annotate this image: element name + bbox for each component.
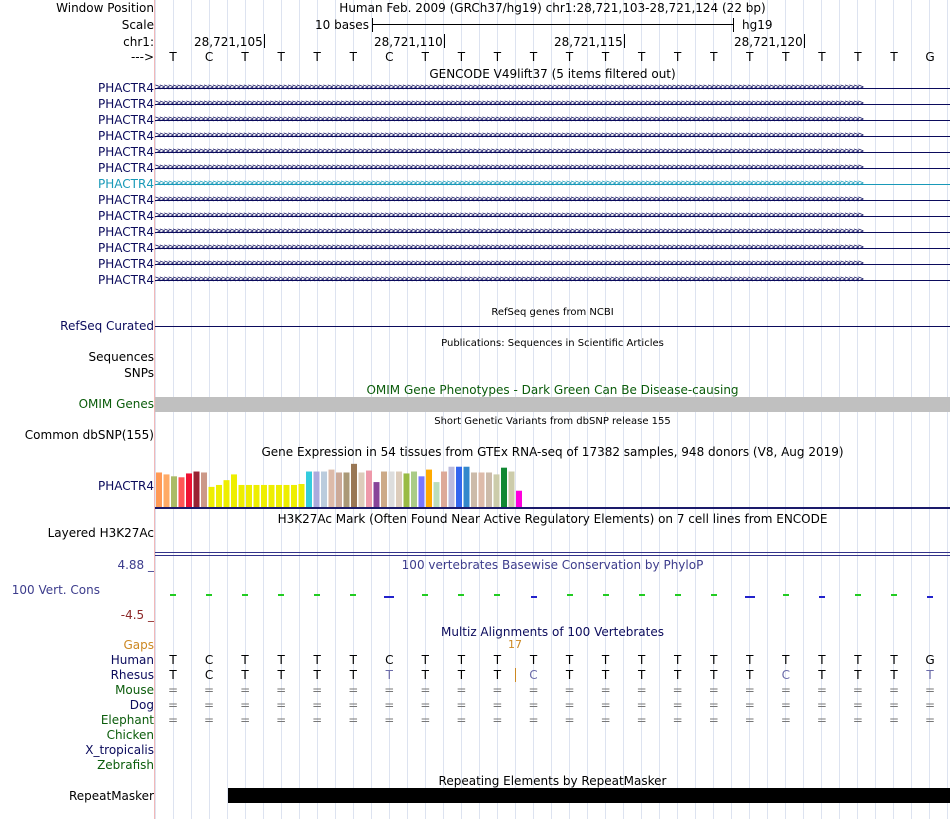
mouse-match: =: [384, 683, 395, 697]
human-base: G: [925, 653, 935, 667]
elephant-match: =: [240, 713, 251, 727]
gencode-transcript[interactable]: [155, 273, 950, 287]
elephant-match: =: [852, 713, 863, 727]
rhesus-base: T: [601, 668, 610, 682]
gtex-tissue-bar[interactable]: [359, 472, 365, 508]
dog-match: =: [492, 698, 503, 712]
h3k27ac-track-title: H3K27Ac Mark (Often Found Near Active Regulatory Elements) on 7 cell lines from ENCODE: [277, 512, 828, 526]
mouse-match: =: [816, 683, 827, 697]
strand-label: --->: [130, 50, 154, 64]
gtex-tissue-bar[interactable]: [381, 472, 387, 508]
phylop-bar[interactable]: [783, 594, 789, 596]
omim-track-label[interactable]: OMIM Genes: [78, 397, 154, 411]
mouse-match: =: [204, 683, 215, 697]
human-base: T: [457, 653, 466, 667]
elephant-match: =: [816, 713, 827, 727]
gencode-transcript[interactable]: [155, 129, 950, 143]
rhesus-base: T: [710, 668, 718, 682]
mouse-match: =: [348, 683, 359, 697]
rhesus-base: T: [674, 668, 682, 682]
rhesus-base: T: [493, 668, 502, 682]
human-base: T: [277, 653, 285, 667]
gencode-transcript[interactable]: [155, 113, 950, 127]
phylop-min-label: -4.5 _: [120, 608, 154, 622]
gencode-transcript[interactable]: [155, 193, 950, 207]
ruler-base: T: [710, 50, 718, 64]
elephant-match: =: [167, 713, 179, 727]
dog-match: =: [708, 698, 719, 712]
gtex-tissue-bar[interactable]: [171, 476, 177, 508]
rhesus-base: T: [818, 668, 826, 682]
gencode-transcript[interactable]: [155, 145, 950, 159]
refseq-track-label[interactable]: RefSeq Curated: [60, 319, 154, 333]
strand-arrows: >>>>>>>>>>>>>>>>>>>>>>>>>>>>>>>>>>>>>>>>>>>>>>>>>>>>>>>>>>>>>>>>>>>>>>>>>>>>>>>>>>>>>>>>>>>>>>>>>>>>>>>>>>>>>>>>>>>>>>>>>>>>>>>>>>>>>>>>>>>>>>>>>>>>>>>>>>>>>>>>: [155, 226, 863, 237]
elephant-match: =: [492, 713, 503, 727]
elephant-match: =: [312, 713, 323, 727]
phylop-bar[interactable]: [170, 594, 176, 596]
multiz-species-label[interactable]: Chicken: [106, 728, 154, 742]
gtex-tissue-bar[interactable]: [351, 464, 357, 508]
gtex-tissue-bar[interactable]: [246, 485, 252, 508]
mouse-match: =: [167, 683, 179, 697]
gaps-label: Gaps: [123, 638, 154, 652]
track-data-area[interactable]: [155, 0, 950, 819]
scale-bar-right-tick: [733, 18, 734, 32]
mouse-match: =: [888, 683, 900, 697]
ruler-base: C: [204, 50, 214, 64]
gtex-tissue-bar[interactable]: [201, 472, 207, 508]
ruler-position-label: 28,721,120: [734, 35, 803, 49]
ruler-position-label: 28,721,110: [374, 35, 443, 49]
elephant-match: =: [672, 713, 683, 727]
phylop-bar[interactable]: [855, 594, 861, 596]
refseq-gene-line[interactable]: [155, 326, 950, 327]
strand-arrows: >>>>>>>>>>>>>>>>>>>>>>>>>>>>>>>>>>>>>>>>>>>>>>>>>>>>>>>>>>>>>>>>>>>>>>>>>>>>>>>>>>>>>>>>>>>>>>>>>>>>>>>>>>>>>>>>>>>>>>>>>>>>>>>>>>>>>>>>>>>>>>>>>>>>>>>>>>>>>>>>: [155, 178, 863, 189]
multiz-species-label[interactable]: Zebrafish: [97, 758, 154, 772]
ruler-base: T: [782, 50, 790, 64]
human-base: T: [493, 653, 502, 667]
strand-arrows: >>>>>>>>>>>>>>>>>>>>>>>>>>>>>>>>>>>>>>>>>>>>>>>>>>>>>>>>>>>>>>>>>>>>>>>>>>>>>>>>>>>>>>>>>>>>>>>>>>>>>>>>>>>>>>>>>>>>>>>>>>>>>>>>>>>>>>>>>>>>>>>>>>>>>>>>>>>>>>>>: [155, 210, 863, 221]
dog-match: =: [528, 698, 539, 712]
mouse-match: =: [276, 683, 287, 697]
elephant-match: =: [420, 713, 431, 727]
dog-match: =: [780, 698, 791, 712]
human-base: C: [385, 653, 394, 667]
multiz-species-label[interactable]: Mouse: [115, 683, 154, 697]
gencode-gene-label[interactable]: PHACTR4: [98, 129, 154, 143]
dbsnp-track-label[interactable]: Common dbSNP(155): [24, 428, 154, 442]
multiz-species-label[interactable]: Human: [110, 653, 154, 667]
assembly-position-text: Human Feb. 2009 (GRCh37/hg19) chr1:28,721,103-28,721,124 (22 bp): [339, 1, 766, 15]
elephant-match: =: [276, 713, 287, 727]
mouse-match: =: [852, 683, 863, 697]
gtex-tissue-bar[interactable]: [434, 482, 440, 508]
elephant-match: =: [708, 713, 719, 727]
h3k27ac-track-label[interactable]: Layered H3K27Ac: [47, 526, 154, 540]
dog-match: =: [312, 698, 323, 712]
gencode-transcript[interactable]: [155, 241, 950, 255]
gtex-tissue-bar[interactable]: [374, 482, 380, 508]
rhesus-base: T: [241, 668, 249, 682]
phylop-bar[interactable]: [458, 594, 464, 596]
human-base: T: [421, 653, 430, 667]
db-text: hg19: [742, 18, 773, 32]
human-base: T: [674, 653, 682, 667]
gencode-gene-label[interactable]: PHACTR4: [98, 209, 154, 223]
gtex-tissue-bar[interactable]: [509, 472, 515, 508]
rhesus-base: T: [565, 668, 574, 682]
gencode-transcript[interactable]: [155, 97, 950, 111]
scale-bases-text: 10 bases: [315, 18, 369, 32]
elephant-match: =: [456, 713, 467, 727]
mouse-match: =: [708, 683, 719, 697]
mouse-match: =: [780, 683, 791, 697]
mouse-match: =: [672, 683, 683, 697]
dog-match: =: [240, 698, 251, 712]
gtex-tissue-bar[interactable]: [464, 467, 470, 508]
gtex-tissue-bar[interactable]: [179, 477, 185, 508]
ruler-base: T: [349, 50, 357, 64]
rhesus-base: C: [529, 668, 538, 682]
strand-arrows: >>>>>>>>>>>>>>>>>>>>>>>>>>>>>>>>>>>>>>>>>>>>>>>>>>>>>>>>>>>>>>>>>>>>>>>>>>>>>>>>>>>>>>>>>>>>>>>>>>>>>>>>>>>>>>>>>>>>>>>>>>>>>>>>>>>>>>>>>>>>>>>>>>>>>>>>>>>>>>>>: [155, 258, 863, 269]
rhesus-base: C: [204, 668, 214, 682]
gtex-tissue-bar[interactable]: [239, 485, 245, 508]
gencode-transcript[interactable]: [155, 81, 950, 95]
gtex-tissue-bar[interactable]: [479, 472, 485, 508]
dog-match: =: [204, 698, 215, 712]
rhesus-base: T: [349, 668, 357, 682]
elephant-match: =: [384, 713, 395, 727]
scale-bar-left-tick: [372, 18, 373, 32]
gtex-tissue-bar[interactable]: [329, 470, 335, 508]
multiz-species-label[interactable]: X_tropicalis: [85, 743, 154, 757]
gtex-tissue-bar[interactable]: [261, 485, 267, 508]
scale-bar: [372, 24, 733, 25]
elephant-match: =: [925, 713, 936, 727]
gtex-tissue-bar[interactable]: [336, 472, 342, 508]
phylop-bar[interactable]: [639, 594, 645, 596]
rhesus-base: T: [637, 668, 646, 682]
strand-arrows: >>>>>>>>>>>>>>>>>>>>>>>>>>>>>>>>>>>>>>>>>>>>>>>>>>>>>>>>>>>>>>>>>>>>>>>>>>>>>>>>>>>>>>>>>>>>>>>>>>>>>>>>>>>>>>>>>>>>>>>>>>>>>>>>>>>>>>>>>>>>>>>>>>>>>>>>>>>>>>>>: [155, 130, 863, 141]
phylop-bar[interactable]: [891, 594, 897, 596]
human-base: T: [313, 653, 321, 667]
mouse-match: =: [240, 683, 251, 697]
phylop-bar[interactable]: [567, 594, 573, 596]
dog-match: =: [744, 698, 755, 712]
gtex-tissue-bar[interactable]: [216, 485, 222, 508]
ruler-base: T: [493, 50, 502, 64]
ruler-base: T: [854, 50, 862, 64]
phylop-max-label: 4.88 _: [117, 558, 154, 572]
gtex-track-title: Gene Expression in 54 tissues from GTEx RNA-seq of 17382 samples, 948 donors (V8, Aug 2019): [261, 445, 844, 459]
phylop-bar[interactable]: [603, 594, 609, 596]
multiz-track-title: Multiz Alignments of 100 Vertebrates: [440, 625, 665, 639]
human-base: T: [601, 653, 610, 667]
gtex-tissue-bar[interactable]: [314, 472, 320, 508]
rhesus-base: T: [854, 668, 862, 682]
mouse-match: =: [744, 683, 755, 697]
phylop-bar[interactable]: [422, 594, 428, 596]
gtex-tissue-bar[interactable]: [344, 472, 350, 508]
ruler-base: T: [277, 50, 285, 64]
rhesus-insertion-marker: [515, 668, 516, 682]
h3k27ac-line-bottom: [155, 555, 950, 556]
ruler-base: T: [421, 50, 430, 64]
dbsnp-track-title: Short Genetic Variants from dbSNP release 155: [434, 416, 671, 427]
gtex-tissue-bar[interactable]: [449, 467, 455, 508]
elephant-match: =: [600, 713, 611, 727]
strand-arrows: >>>>>>>>>>>>>>>>>>>>>>>>>>>>>>>>>>>>>>>>>>>>>>>>>>>>>>>>>>>>>>>>>>>>>>>>>>>>>>>>>>>>>>>>>>>>>>>>>>>>>>>>>>>>>>>>>>>>>>>>>>>>>>>>>>>>>>>>>>>>>>>>>>>>>>>>>>>>>>>>: [155, 274, 863, 285]
phylop-bar[interactable]: [819, 596, 825, 598]
rhesus-base: T: [277, 668, 285, 682]
gtex-tissue-bar[interactable]: [441, 472, 447, 508]
gap-count: 17: [508, 638, 522, 651]
ruler-base: T: [313, 50, 321, 64]
multiz-species-label[interactable]: Rhesus: [110, 668, 154, 682]
elephant-match: =: [636, 713, 647, 727]
mouse-match: =: [456, 683, 467, 697]
gtex-tissue-bar[interactable]: [209, 487, 215, 508]
phylop-bar[interactable]: [350, 594, 356, 596]
rhesus-base: T: [890, 668, 898, 682]
rhesus-base: T: [746, 668, 754, 682]
gtex-bar-chart[interactable]: [155, 459, 950, 511]
dog-match: =: [420, 698, 431, 712]
strand-arrows: >>>>>>>>>>>>>>>>>>>>>>>>>>>>>>>>>>>>>>>>>>>>>>>>>>>>>>>>>>>>>>>>>>>>>>>>>>>>>>>>>>>>>>>>>>>>>>>>>>>>>>>>>>>>>>>>>>>>>>>>>>>>>>>>>>>>>>>>>>>>>>>>>>>>>>>>>>>>>>>>: [155, 242, 863, 253]
human-base: T: [818, 653, 826, 667]
phylop-bar[interactable]: [242, 594, 248, 596]
human-base: C: [204, 653, 214, 667]
human-base: T: [241, 653, 249, 667]
gtex-tissue-bar[interactable]: [224, 480, 230, 508]
human-base: T: [782, 653, 790, 667]
human-base: T: [565, 653, 574, 667]
mouse-match: =: [492, 683, 503, 697]
strand-arrows: >>>>>>>>>>>>>>>>>>>>>>>>>>>>>>>>>>>>>>>>>>>>>>>>>>>>>>>>>>>>>>>>>>>>>>>>>>>>>>>>>>>>>>>>>>>>>>>>>>>>>>>>>>>>>>>>>>>>>>>>>>>>>>>>>>>>>>>>>>>>>>>>>>>>>>>>>>>>>>>>: [155, 114, 863, 125]
gtex-tissue-bar[interactable]: [269, 485, 275, 508]
elephant-match: =: [744, 713, 755, 727]
repeatmasker-track-label[interactable]: RepeatMasker: [68, 789, 154, 803]
strand-arrows: >>>>>>>>>>>>>>>>>>>>>>>>>>>>>>>>>>>>>>>>>>>>>>>>>>>>>>>>>>>>>>>>>>>>>>>>>>>>>>>>>>>>>>>>>>>>>>>>>>>>>>>>>>>>>>>>>>>>>>>>>>>>>>>>>>>>>>>>>>>>>>>>>>>>>>>>>>>>>>>>: [155, 162, 863, 173]
dog-match: =: [564, 698, 575, 712]
gtex-track-label[interactable]: PHACTR4: [98, 479, 154, 493]
strand-arrows: >>>>>>>>>>>>>>>>>>>>>>>>>>>>>>>>>>>>>>>>>>>>>>>>>>>>>>>>>>>>>>>>>>>>>>>>>>>>>>>>>>>>>>>>>>>>>>>>>>>>>>>>>>>>>>>>>>>>>>>>>>>>>>>>>>>>>>>>>>>>>>>>>>>>>>>>>>>>>>>>: [155, 146, 863, 157]
dog-match: =: [816, 698, 827, 712]
gtex-tissue-bar[interactable]: [494, 474, 500, 508]
mouse-match: =: [564, 683, 575, 697]
ruler-position-tick: [624, 34, 625, 48]
gencode-gene-label[interactable]: PHACTR4: [98, 81, 154, 95]
h3k27ac-line-top: [155, 552, 950, 553]
gtex-tissue-bar[interactable]: [156, 472, 162, 508]
gtex-tissue-bar[interactable]: [411, 472, 417, 508]
gtex-tissue-bar[interactable]: [486, 472, 492, 508]
ruler-position-tick: [264, 34, 265, 48]
ruler-base: T: [169, 50, 177, 64]
snps-track-label[interactable]: SNPs: [124, 366, 154, 380]
phylop-bar[interactable]: [494, 594, 500, 596]
gtex-tissue-bar[interactable]: [164, 474, 170, 508]
gencode-track-title: GENCODE V49lift37 (5 items filtered out): [429, 67, 676, 81]
ruler-base: T: [818, 50, 826, 64]
rhesus-base: T: [421, 668, 430, 682]
multiz-species-label[interactable]: Elephant: [100, 713, 154, 727]
dog-match: =: [888, 698, 900, 712]
human-base: T: [349, 653, 357, 667]
human-base: T: [637, 653, 646, 667]
elephant-match: =: [348, 713, 359, 727]
dog-match: =: [348, 698, 359, 712]
gencode-gene-label[interactable]: PHACTR4: [98, 193, 154, 207]
elephant-match: =: [528, 713, 539, 727]
ruler-base: T: [529, 50, 538, 64]
rhesus-base: T: [169, 668, 177, 682]
chrom-label: chr1:: [123, 35, 154, 49]
phylop-bar[interactable]: [531, 596, 537, 598]
phylop-bar[interactable]: [314, 594, 320, 596]
repeatmasker-track-title: Repeating Elements by RepeatMasker: [438, 774, 667, 788]
gencode-gene-label[interactable]: PHACTR4: [98, 97, 154, 111]
gtex-tissue-bar[interactable]: [366, 471, 372, 508]
strand-arrows: >>>>>>>>>>>>>>>>>>>>>>>>>>>>>>>>>>>>>>>>>>>>>>>>>>>>>>>>>>>>>>>>>>>>>>>>>>>>>>>>>>>>>>>>>>>>>>>>>>>>>>>>>>>>>>>>>>>>>>>>>>>>>>>>>>>>>>>>>>>>>>>>>>>>>>>>>>>>>>>>: [155, 194, 863, 205]
gtex-tissue-bar[interactable]: [419, 476, 425, 508]
dog-match: =: [925, 698, 936, 712]
human-base: T: [890, 653, 898, 667]
window-position-label: Window Position: [56, 1, 154, 15]
ruler-base: G: [925, 50, 935, 64]
rhesus-base: T: [313, 668, 321, 682]
publications-track-label[interactable]: Sequences: [88, 350, 154, 364]
gencode-gene-label[interactable]: PHACTR4: [98, 241, 154, 255]
elephant-match: =: [204, 713, 215, 727]
ruler-base: T: [601, 50, 610, 64]
dog-match: =: [672, 698, 683, 712]
ruler-base: T: [746, 50, 754, 64]
gencode-gene-label[interactable]: PHACTR4: [98, 225, 154, 239]
ruler-position-tick: [804, 34, 805, 48]
rhesus-base: C: [781, 668, 791, 682]
rhesus-base: T: [385, 668, 393, 682]
gencode-gene-label[interactable]: PHACTR4: [98, 177, 154, 191]
dog-match: =: [636, 698, 647, 712]
gtex-tissue-bar[interactable]: [321, 472, 327, 508]
mouse-match: =: [528, 683, 539, 697]
dog-match: =: [276, 698, 287, 712]
gtex-tissue-bar[interactable]: [276, 485, 282, 508]
repeatmasker-element-bar[interactable]: [228, 788, 950, 803]
human-base: T: [169, 653, 177, 667]
gtex-tissue-bar[interactable]: [231, 474, 237, 508]
rhesus-base: T: [457, 668, 466, 682]
omim-track-title: OMIM Gene Phenotypes - Dark Green Can Be Disease-causing: [366, 383, 739, 397]
ruler-position-label: 28,721,115: [554, 35, 623, 49]
human-base: T: [710, 653, 718, 667]
scale-label: Scale: [121, 18, 154, 32]
gencode-gene-label[interactable]: PHACTR4: [98, 161, 154, 175]
gencode-transcript[interactable]: [155, 225, 950, 239]
mouse-match: =: [636, 683, 647, 697]
strand-arrows: >>>>>>>>>>>>>>>>>>>>>>>>>>>>>>>>>>>>>>>>>>>>>>>>>>>>>>>>>>>>>>>>>>>>>>>>>>>>>>>>>>>>>>>>>>>>>>>>>>>>>>>>>>>>>>>>>>>>>>>>>>>>>>>>>>>>>>>>>>>>>>>>>>>>>>>>>>>>>>>>: [155, 82, 863, 93]
gtex-tissue-bar[interactable]: [306, 472, 312, 508]
dog-match: =: [852, 698, 863, 712]
gtex-tissue-bar[interactable]: [516, 491, 522, 508]
gencode-transcript[interactable]: [155, 257, 950, 271]
dog-match: =: [600, 698, 611, 712]
omim-gene-bar[interactable]: [155, 397, 950, 412]
gtex-tissue-bar[interactable]: [284, 485, 290, 508]
gtex-tissue-bar[interactable]: [186, 473, 192, 508]
phylop-bar[interactable]: [206, 594, 212, 596]
gencode-gene-label[interactable]: PHACTR4: [98, 273, 154, 287]
gtex-tissue-bar[interactable]: [389, 472, 395, 508]
gtex-tissue-bar[interactable]: [501, 468, 507, 508]
gtex-tissue-bar[interactable]: [456, 467, 462, 508]
phylop-bar[interactable]: [927, 596, 933, 598]
human-base: T: [854, 653, 862, 667]
phylop-bar[interactable]: [675, 594, 681, 596]
gtex-tissue-bar[interactable]: [426, 470, 432, 508]
phylop-bar[interactable]: [384, 596, 394, 598]
gtex-tissue-bar[interactable]: [396, 472, 402, 508]
dog-match: =: [384, 698, 395, 712]
multiz-species-label[interactable]: Dog: [129, 698, 154, 712]
gtex-tissue-bar[interactable]: [254, 485, 260, 508]
elephant-match: =: [564, 713, 575, 727]
ruler-base: T: [637, 50, 646, 64]
mouse-match: =: [420, 683, 431, 697]
gencode-transcript[interactable]: [155, 177, 950, 191]
ruler-position-label: 28,721,105: [194, 35, 263, 49]
dog-match: =: [456, 698, 467, 712]
phylop-bar[interactable]: [278, 594, 284, 596]
ruler-position-tick: [444, 34, 445, 48]
gtex-tissue-bar[interactable]: [291, 485, 297, 508]
gtex-tissue-bar[interactable]: [299, 484, 305, 508]
ruler-base: T: [674, 50, 682, 64]
gencode-gene-label[interactable]: PHACTR4: [98, 145, 154, 159]
elephant-match: =: [780, 713, 791, 727]
gencode-transcript[interactable]: [155, 209, 950, 223]
gtex-tissue-bar[interactable]: [471, 472, 477, 508]
strand-arrows: >>>>>>>>>>>>>>>>>>>>>>>>>>>>>>>>>>>>>>>>>>>>>>>>>>>>>>>>>>>>>>>>>>>>>>>>>>>>>>>>>>>>>>>>>>>>>>>>>>>>>>>>>>>>>>>>>>>>>>>>>>>>>>>>>>>>>>>>>>>>>>>>>>>>>>>>>>>>>>>>: [155, 98, 863, 109]
ruler-base: T: [457, 50, 466, 64]
human-base: T: [529, 653, 538, 667]
ruler-base: T: [890, 50, 898, 64]
ruler-base: C: [385, 50, 394, 64]
dog-match: =: [167, 698, 179, 712]
gtex-tissue-bar[interactable]: [404, 473, 410, 508]
human-base: T: [746, 653, 754, 667]
ruler-base: T: [241, 50, 249, 64]
gencode-gene-label[interactable]: PHACTR4: [98, 257, 154, 271]
gencode-gene-label[interactable]: PHACTR4: [98, 113, 154, 127]
mouse-match: =: [600, 683, 611, 697]
refseq-track-title: RefSeq genes from NCBI: [491, 307, 614, 318]
phylop-track-title: 100 vertebrates Basewise Conservation by PhyloP: [401, 558, 704, 572]
rhesus-base: T: [926, 668, 934, 682]
mouse-match: =: [925, 683, 936, 697]
ruler-base: T: [565, 50, 574, 64]
phylop-track-label[interactable]: 100 Vert. Cons: [11, 583, 100, 597]
gtex-tissue-bar[interactable]: [194, 472, 200, 508]
elephant-match: =: [888, 713, 900, 727]
phylop-bar[interactable]: [745, 596, 755, 598]
publications-track-title: Publications: Sequences in Scientific Articles: [441, 338, 664, 349]
gencode-transcript[interactable]: [155, 161, 950, 175]
mouse-match: =: [312, 683, 323, 697]
phylop-bar[interactable]: [711, 594, 717, 596]
